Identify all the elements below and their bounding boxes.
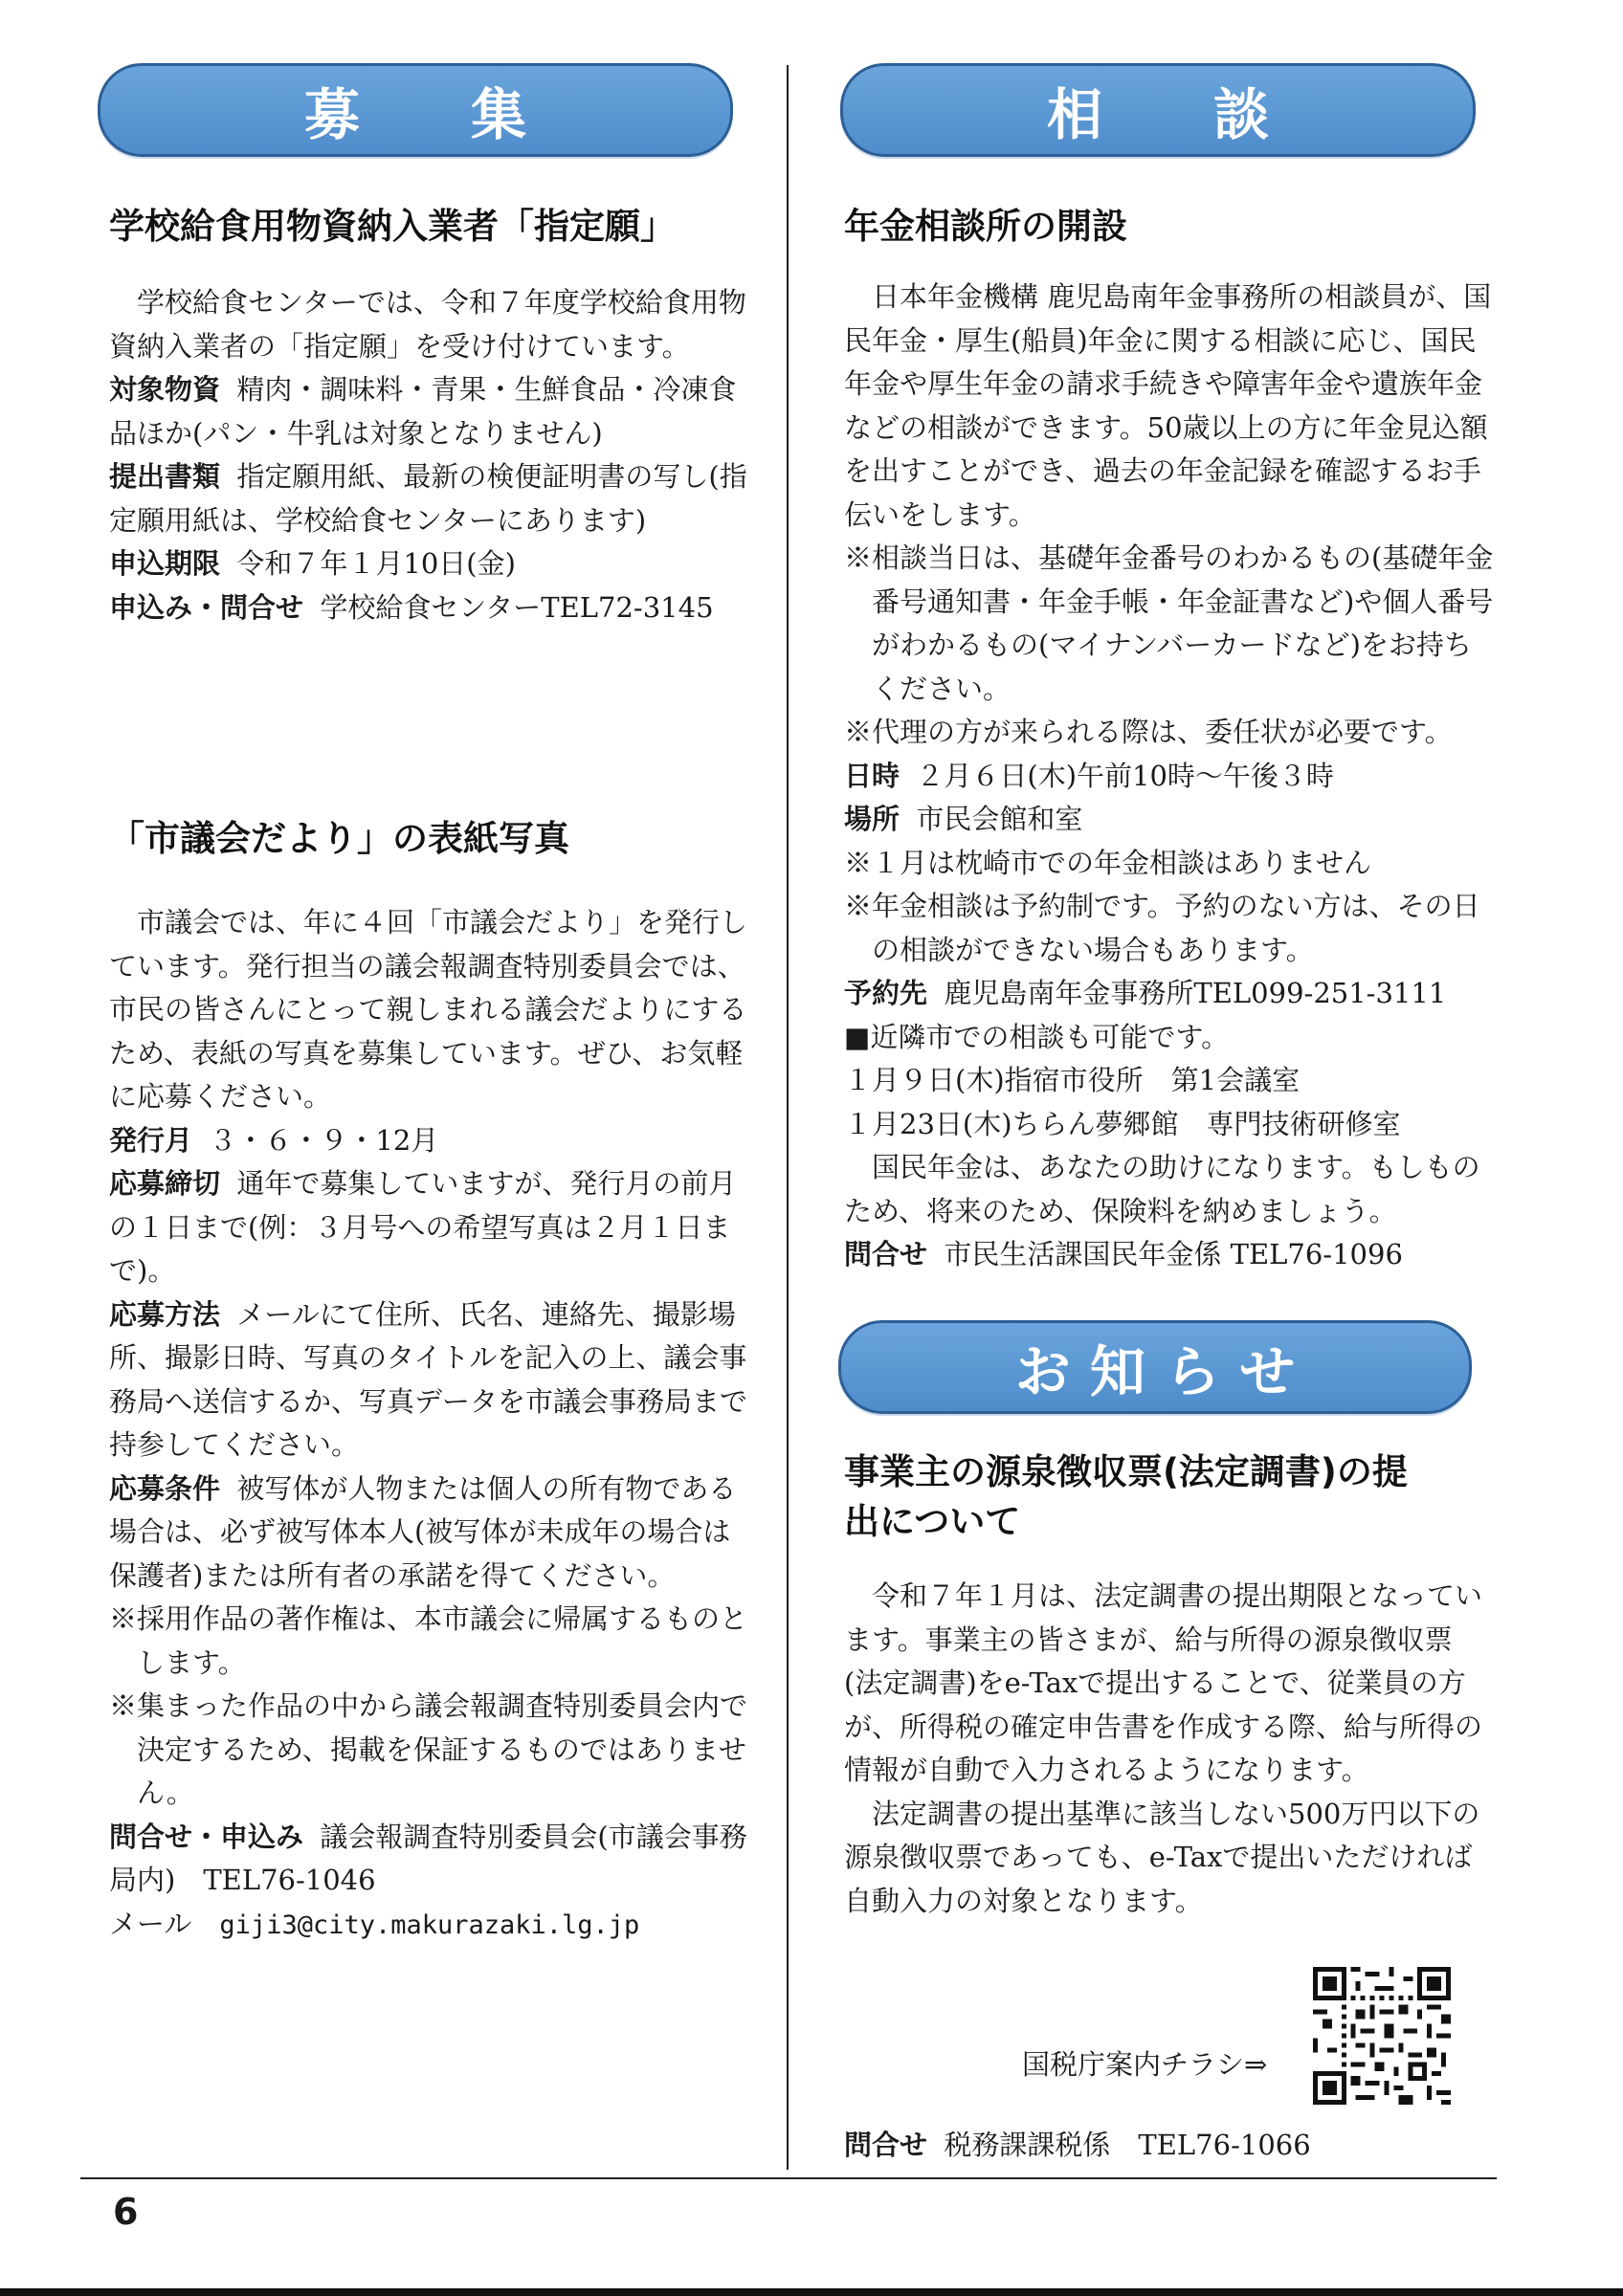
council-photo-item	[109, 1468, 752, 1599]
pension-nearby: ■近隣市での相談も可能です。	[844, 1020, 1230, 1053]
mail-label: メール	[109, 1907, 192, 1940]
council-photo-note: ※採用作品の著作権は、本市議会に帰属するものとします。	[109, 1602, 748, 1679]
mail-address: giji3@city.makurazaki.lg.jp	[219, 1910, 640, 1940]
withholding-title-line2: 出について	[844, 1501, 1021, 1542]
withholding-contact-line	[844, 2124, 1487, 2168]
item-text: メールにて住所、氏名、連絡先、撮影場所、撮影日時、写真のタイトルを記入の上、議会事務局へ送信するか、写真データを市議会事務局まで持参してください。	[109, 1297, 748, 1461]
pension-body	[844, 276, 1495, 1277]
contact-text: 市民生活課国民年金係 TEL76-1096	[944, 1238, 1403, 1270]
pension-schedule-item: １月23日(木)ちらん夢郷館 専門技術研修室	[844, 1107, 1401, 1140]
item-label: 提出書類	[109, 460, 221, 493]
item-text: 指定願用紙、最新の検便証明書の写し(指定願用紙は、学校給食センターにあります)	[109, 460, 747, 537]
school-lunch-item	[109, 455, 752, 542]
qr-code[interactable]	[1313, 1967, 1451, 2105]
pension-contact	[844, 1233, 1495, 1277]
item-text: 被写体が人物または個人の所有物である場合は、必ず被写体本人(被写体が未成年の場合は保護者)または所有者の承諾を得てください。	[109, 1471, 737, 1592]
item-label: 発行月	[109, 1123, 193, 1157]
item-text: 令和７年１月10日(金)	[236, 547, 516, 580]
pension-title: 年金相談所の開設	[844, 206, 1127, 247]
withholding-para1: 令和７年１月は、法定調書の提出期限となっています。事業主の皆さまが、給与所得の源泉徴収票(法定調書)をe-Taxで提出することで、従業員の方が、所得税の確定申告書を作成する際、給与所得の情報が自動で入力されるようになります。	[844, 1579, 1483, 1786]
date-label: 日時	[844, 759, 900, 792]
pension-intro: 日本年金機構 鹿児島南年金事務所の相談員が、国民年金・厚生(船員)年金に関する相談に応じ、国民年金や厚生年金の請求手続きや障害年金や遺族年金などの相談ができます。50歳以上の方に年金見込額を出すことができ、過去の年金記録を確認するお手伝いをします。	[844, 280, 1492, 531]
council-photo-note: ※集まった作品の中から議会報調査特別委員会内で決定するため、掲載を保証するものではありません。	[109, 1689, 748, 1809]
item-text: 通年で募集していますが、発行月の前月の１日まで(例：３月号への希望写真は２月１日まで)。	[109, 1167, 737, 1287]
pension-reserve	[844, 972, 1495, 1016]
recruitment-banner	[98, 63, 733, 157]
item-label: 対象物資	[109, 373, 221, 406]
column-divider	[787, 65, 789, 2170]
date-text: ２月６日(木)午前10時～午後３時	[916, 759, 1334, 792]
recruitment-banner-label: 募 集	[303, 82, 526, 147]
pension-date	[844, 755, 1495, 799]
reserve-label: 予約先	[844, 977, 928, 1009]
withholding-body	[844, 1575, 1487, 1923]
item-label: 申込期限	[109, 547, 221, 580]
council-photo-item	[109, 1293, 752, 1468]
place-label: 場所	[844, 803, 900, 835]
council-photo-item	[109, 1119, 752, 1163]
contact-text: 議会報調査特別委員会(市議会事務局内) TEL76-1046	[109, 1820, 747, 1896]
withholding-contact	[844, 2124, 1487, 2168]
qr-label: 国税庁案内チラシ⇒	[1022, 2048, 1268, 2081]
item-label: 申込み・問合せ	[109, 590, 304, 624]
page-number: 6	[113, 2191, 139, 2233]
pension-note: ※年金相談は予約制です。予約のない方は、その日の相談ができない場合もあります。	[844, 890, 1480, 966]
contact-label: 問合せ	[844, 1238, 928, 1270]
pension-place	[844, 798, 1495, 842]
school-lunch-intro: 学校給食センターでは、令和７年度学校給食用物資納入業者の「指定願」を受け付けています。	[109, 286, 746, 363]
contact-label: 問合せ・申込み	[109, 1820, 304, 1853]
school-lunch-item	[109, 542, 752, 586]
school-lunch-title: 学校給食用物資納入業者「指定願」	[109, 206, 676, 247]
pension-schedule-item: １月９日(木)指宿市役所 第1会議室	[844, 1064, 1301, 1096]
school-lunch-item	[109, 586, 752, 630]
item-text: ３・６・９・12月	[209, 1123, 439, 1157]
council-photo-title: 「市議会だより」の表紙写真	[109, 818, 569, 859]
council-photo-item	[109, 1162, 752, 1293]
pension-note: ※相談当日は、基礎年金番号のわかるもの(基礎年金番号通知書・年金手帳・年金証書など)や個人番号がわかるもの(マイナンバーカードなど)をお持ちください。	[844, 541, 1494, 705]
withholding-title-line1: 事業主の源泉徴収票(法定調書)の提	[844, 1451, 1408, 1492]
pension-closing: 国民年金は、あなたの助けになります。もしものため、将来のため、保険料を納めましょう。	[844, 1151, 1480, 1227]
notice-banner	[838, 1320, 1472, 1414]
notice-banner-label: お 知 ら せ	[1014, 1339, 1296, 1404]
council-photo-intro: 市議会では、年に４回「市議会だより」を発行しています。発行担当の議会報調査特別委員会では、市民の皆さんにとって親しまれる議会だよりにするため、表紙の写真を募集しています。ぜひ、お気軽に応募ください。	[109, 906, 748, 1113]
bottom-edge-bar	[0, 2288, 1623, 2296]
school-lunch-body	[109, 281, 752, 629]
pension-note: ※代理の方が来られる際は、委任状が必要です。	[844, 716, 1453, 748]
school-lunch-item	[109, 368, 752, 455]
item-text: 精肉・調味料・青果・生鮮食品・冷凍食品ほか(パン・牛乳は対象となりません)	[109, 373, 737, 450]
council-photo-contact	[109, 1816, 752, 1903]
item-label: 応募方法	[109, 1297, 221, 1331]
item-text: 学校給食センターTEL72-3145	[320, 590, 714, 624]
contact-text: 税務課課税係 TEL76-1066	[944, 2129, 1311, 2161]
reserve-text: 鹿児島南年金事務所TEL099-251-3111	[944, 977, 1447, 1009]
withholding-para2: 法定調書の提出基準に該当しない500万円以下の源泉徴収票であっても、e-Taxで提出いただければ自動入力の対象となります。	[844, 1797, 1480, 1917]
item-label: 応募締切	[109, 1167, 221, 1200]
consultation-banner-label: 相 談	[1046, 82, 1269, 147]
council-photo-mail	[109, 1903, 752, 1948]
consultation-banner	[840, 63, 1476, 157]
pension-note: ※１月は枕崎市での年金相談はありません	[844, 846, 1372, 879]
contact-label: 問合せ	[844, 2129, 928, 2161]
item-label: 応募条件	[109, 1471, 221, 1505]
council-photo-body	[109, 901, 752, 1947]
footer-rule	[80, 2177, 1497, 2179]
place-text: 市民会館和室	[916, 803, 1083, 835]
